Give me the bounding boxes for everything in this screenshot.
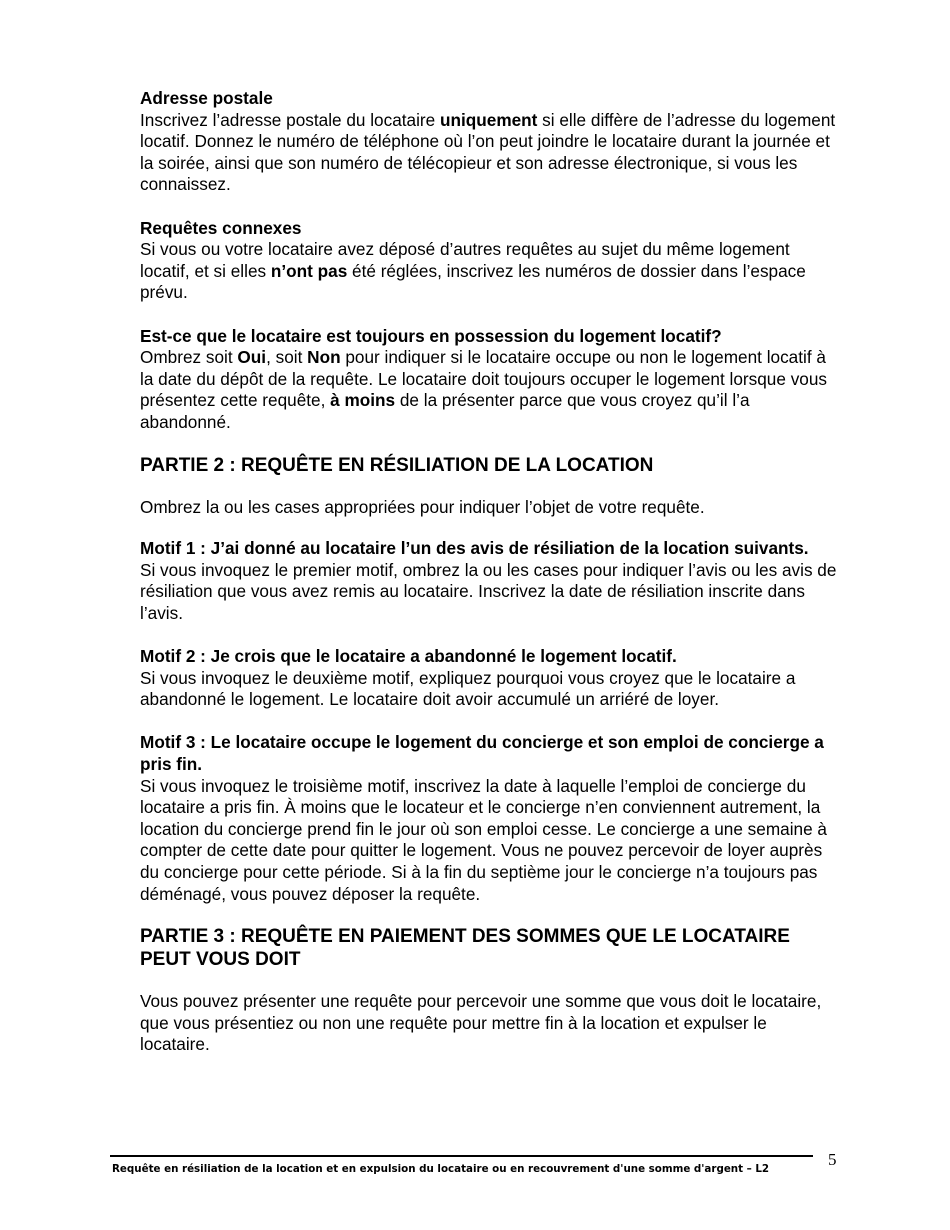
section-paragraph: Si vous invoquez le deuxième motif, expliquez pourquoi vous croyez que le locataire a abandonné le logement. Le locataire doit avoir accumulé un arriéré de loyer. bbox=[140, 667, 796, 710]
text-run: pour indiquer si le locataire occupe ou non le logement locatif à la date du dépôt de la requête. Le locataire doit toujours occuper le logement lorsque vous présentez cette requête, bbox=[140, 347, 827, 411]
section-motif-1 bbox=[140, 538, 840, 624]
partie-3-body: Vous pouvez présenter une requête pour percevoir une somme que vous doit le locataire, que vous présentiez ou non une requête pour mettre fin à la location et expulser le locataire. bbox=[140, 991, 822, 1055]
bold-run: à moins bbox=[330, 390, 396, 411]
section-paragraph bbox=[140, 239, 840, 304]
text-run: Ombrez soit bbox=[140, 347, 238, 368]
bold-run: Oui bbox=[237, 347, 267, 368]
footer-rule bbox=[110, 1155, 813, 1157]
section-motif-3 bbox=[140, 732, 840, 905]
section-heading: Requêtes connexes bbox=[140, 217, 302, 238]
page-number: 5 bbox=[828, 1150, 837, 1169]
text-run: été réglées, inscrivez les numéros de dossier dans l’espace prévu. bbox=[140, 260, 806, 303]
text-run: , soit bbox=[266, 347, 308, 368]
section-motif-2 bbox=[140, 646, 840, 711]
bold-run: uniquement bbox=[439, 109, 538, 130]
section-paragraph bbox=[140, 347, 840, 433]
section-heading: Est-ce que le locataire est toujours en possession du logement locatif? bbox=[140, 325, 722, 346]
section-requetes-connexes bbox=[140, 218, 840, 304]
partie-2-title: PARTIE 2 : REQUÊTE EN RÉSILIATION DE LA LOCATION bbox=[140, 454, 654, 476]
section-paragraph: Si vous invoquez le premier motif, ombrez la ou les cases pour indiquer l’avis ou les avis de résiliation que vous avez remis au locataire. Inscrivez la date de résiliation inscrite dans l’avis. bbox=[140, 559, 837, 623]
section-heading: Motif 1 : J’ai donné au locataire l’un des avis de résiliation de la location suivants. bbox=[140, 538, 809, 559]
section-paragraph bbox=[140, 110, 840, 196]
section-possession bbox=[140, 326, 840, 434]
bold-run: n’ont pas bbox=[270, 260, 348, 281]
section-heading: Adresse postale bbox=[140, 88, 273, 108]
section-paragraph: Si vous invoquez le troisième motif, inscrivez la date à laquelle l’emploi de concierge du locataire a pris fin. À moins que le locateur et le concierge n’en conviennent autrement, la location du concierge prend fin le jour où son emploi cesse. Le concierge a une semaine à compter de cette date pour quitter le logement. Vous ne pouvez percevoir de loyer auprès du concierge pour cette période. Si à la fin du septième jour le concierge n’a toujours pas déménagé, vous pouvez déposer la requête. bbox=[140, 775, 827, 904]
section-heading: Motif 3 : Le locataire occupe le logement du concierge et son emploi de concierge a pris fin. bbox=[140, 732, 824, 775]
footer-text: Requête en résiliation de la location et en expulsion du locataire ou en recouvrement d'une somme d'argent – L2 bbox=[112, 1163, 770, 1175]
text-run: Inscrivez l’adresse postale du locataire bbox=[140, 109, 440, 130]
partie-3-title: PARTIE 3 : REQUÊTE EN PAIEMENT DES SOMMES QUE LE LOCATAIRE PEUT VOUS DOIT bbox=[140, 926, 790, 971]
document-body bbox=[140, 88, 840, 1056]
partie-2-intro: Ombrez la ou les cases appropriées pour indiquer l’objet de votre requête. bbox=[140, 496, 705, 517]
text-run: Si vous ou votre locataire avez déposé d’autres requêtes au sujet du même logement locatif, et si elles bbox=[140, 239, 790, 281]
text-run: de la présenter parce que vous croyez qu’il l’a abandonné. bbox=[140, 390, 750, 432]
section-adresse-postale bbox=[140, 88, 840, 196]
bold-run: Non bbox=[307, 347, 341, 368]
text-run: si elle diffère de l’adresse du logement locatif. Donnez le numéro de téléphone où l’on peut joindre le locataire durant la journée et la soirée, ainsi que son numéro de télécopieur et son adresse électronique, si vous les connaissez. bbox=[140, 109, 836, 195]
section-heading: Motif 2 : Je crois que le locataire a abandonné le logement locatif. bbox=[140, 646, 677, 667]
